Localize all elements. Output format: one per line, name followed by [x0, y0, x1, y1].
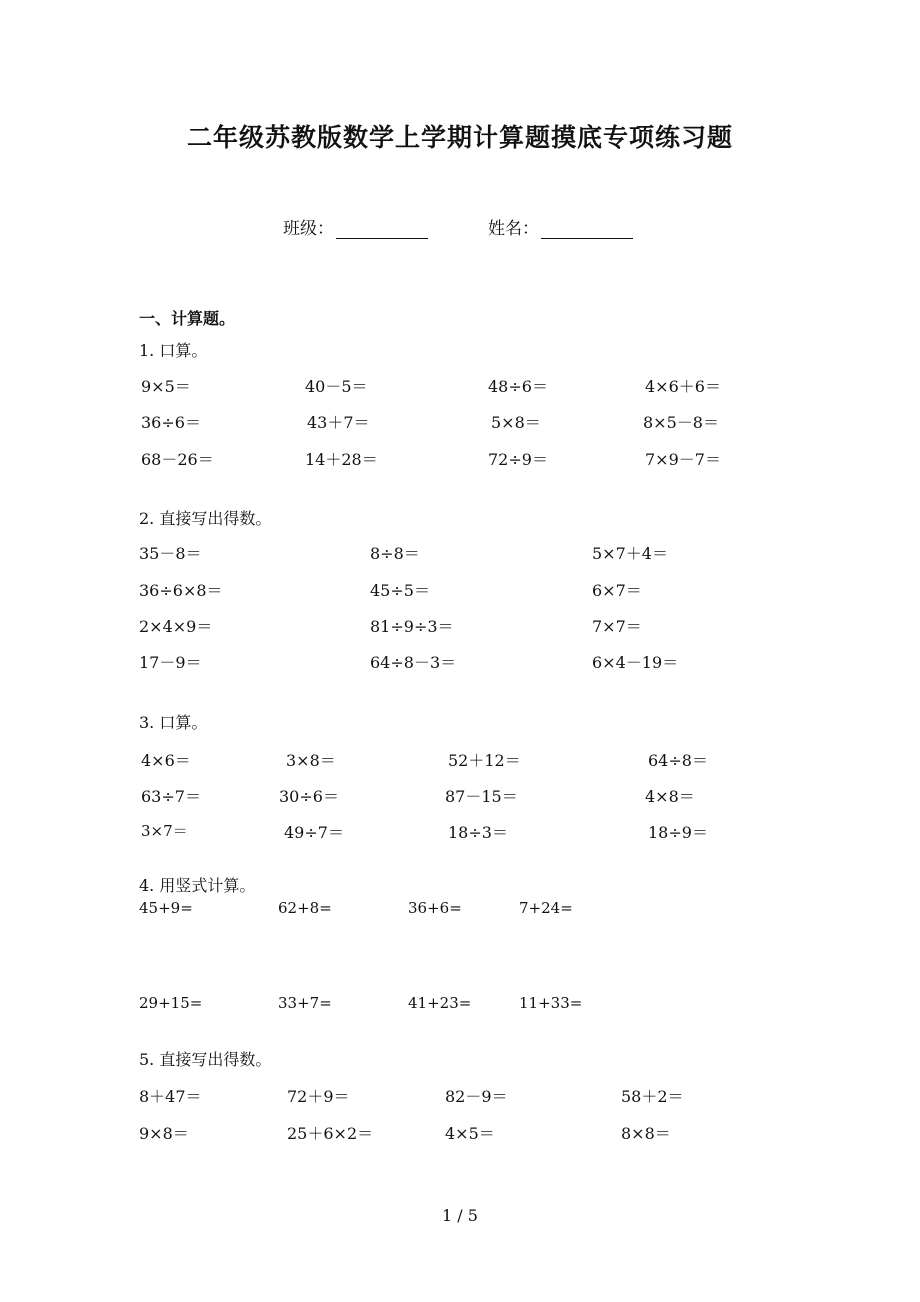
problem: 36÷6＝	[141, 413, 201, 432]
problem: 18÷9＝	[648, 823, 708, 842]
question-3-heading: 3. 口算。	[139, 713, 208, 732]
problem: 3×8＝	[286, 751, 336, 770]
problem: 7×7＝	[592, 617, 642, 636]
name-field	[488, 214, 633, 239]
problem: 82－9＝	[445, 1087, 508, 1106]
problem: 4×6＝	[141, 751, 191, 770]
problem: 25＋6×2＝	[287, 1124, 374, 1143]
problem: 48÷6＝	[488, 377, 548, 396]
problem: 8×8＝	[621, 1124, 671, 1143]
problem: 72＋9＝	[287, 1087, 350, 1106]
problem: 29+15=	[139, 994, 203, 1012]
class-field	[283, 214, 428, 239]
problem: 62+8=	[278, 899, 332, 917]
question-1-heading: 1. 口算。	[139, 341, 208, 360]
class-blank	[336, 220, 428, 239]
problem: 87－15＝	[445, 787, 518, 806]
problem: 40－5＝	[305, 377, 368, 396]
problem: 68－26＝	[141, 450, 214, 469]
problem: 64÷8－3＝	[370, 653, 457, 672]
worksheet-title: 二年级苏教版数学上学期计算题摸底专项练习题	[186, 123, 733, 152]
problem: 9×5＝	[141, 377, 191, 396]
problem: 9×8＝	[139, 1124, 189, 1143]
problem: 4×6＋6＝	[645, 377, 721, 396]
problem: 11+33=	[519, 994, 583, 1012]
name-blank	[541, 220, 633, 239]
problem: 8＋47＝	[139, 1087, 202, 1106]
problem: 8×5－8＝	[643, 413, 719, 432]
problem: 43＋7＝	[307, 413, 370, 432]
problem: 72÷9＝	[488, 450, 548, 469]
class-label: 班级：	[283, 219, 334, 239]
problem: 18÷3＝	[448, 823, 508, 842]
problem: 8÷8＝	[370, 544, 420, 563]
problem: 5×7＋4＝	[592, 544, 668, 563]
problem: 52＋12＝	[448, 751, 521, 770]
section-heading: 一、计算题。	[139, 309, 236, 328]
problem: 33+7=	[278, 994, 332, 1012]
problem: 64÷8＝	[648, 751, 708, 770]
problem: 4×5＝	[445, 1124, 495, 1143]
question-4-heading: 4. 用竖式计算。	[139, 876, 256, 895]
page-number: 1 / 5	[442, 1206, 478, 1225]
problem: 63÷7＝	[141, 787, 201, 806]
problem: 2×4×9＝	[139, 617, 213, 636]
name-label: 姓名：	[488, 219, 539, 239]
question-2-heading: 2. 直接写出得数。	[139, 509, 272, 528]
problem: 3×7＝	[141, 822, 188, 840]
problem: 41+23=	[408, 994, 472, 1012]
problem: 35－8＝	[139, 544, 202, 563]
problem: 7×9－7＝	[645, 450, 721, 469]
problem: 49÷7＝	[284, 823, 344, 842]
problem: 36÷6×8＝	[139, 581, 223, 600]
problem: 14＋28＝	[305, 450, 378, 469]
problem: 36+6=	[408, 899, 462, 917]
problem: 45÷5＝	[370, 581, 430, 600]
problem: 58＋2＝	[621, 1087, 684, 1106]
problem: 6×7＝	[592, 581, 642, 600]
problem: 5×8＝	[491, 413, 541, 432]
problem: 30÷6＝	[279, 787, 339, 806]
problem: 81÷9÷3＝	[370, 617, 454, 636]
problem: 7+24=	[519, 899, 573, 917]
problem: 6×4－19＝	[592, 653, 679, 672]
problem: 45+9=	[139, 899, 193, 917]
problem: 4×8＝	[645, 787, 695, 806]
question-5-heading: 5. 直接写出得数。	[139, 1050, 272, 1069]
problem: 17－9＝	[139, 653, 202, 672]
